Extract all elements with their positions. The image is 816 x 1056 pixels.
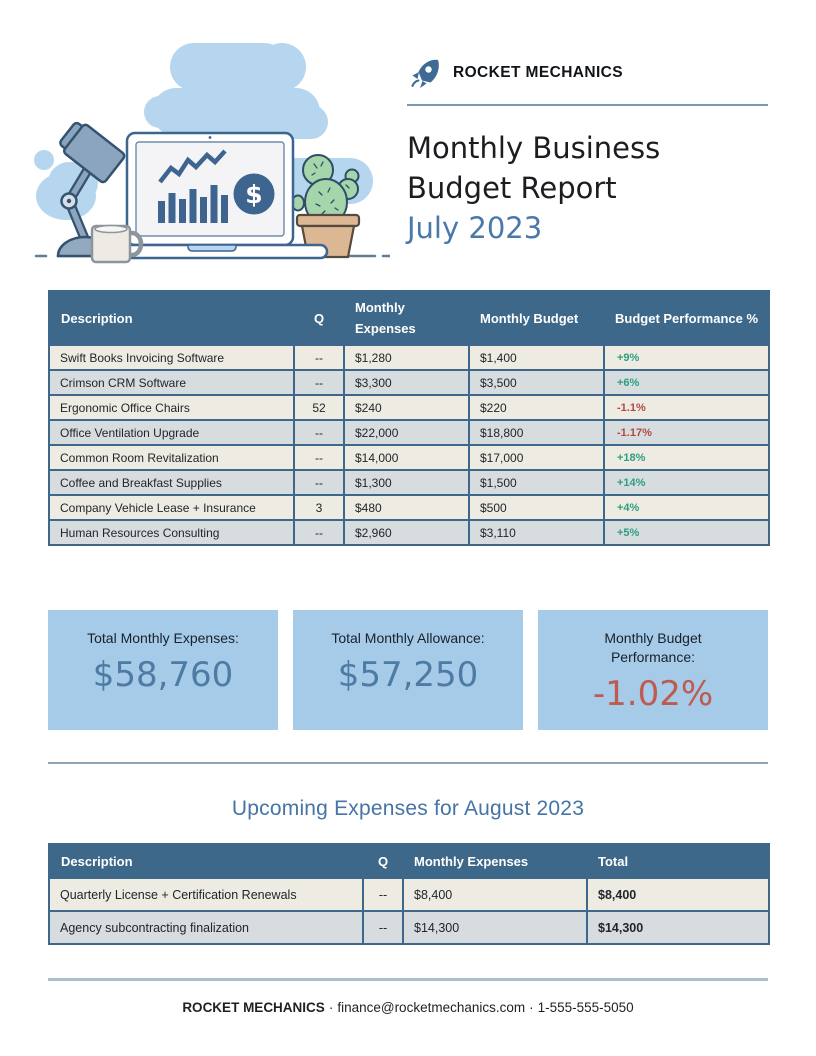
cell-quantity: -- xyxy=(294,520,344,545)
cell-quantity: -- xyxy=(294,370,344,395)
svg-text:$: $ xyxy=(245,180,263,209)
budget-table-header-row xyxy=(49,291,769,345)
table-row xyxy=(49,470,769,495)
column-description: Description xyxy=(49,291,294,345)
table-row xyxy=(49,495,769,520)
column-monthly-expenses: Monthly Expenses xyxy=(403,844,587,878)
cell-description: Company Vehicle Lease + Insurance xyxy=(49,495,294,520)
cell-monthly-expenses: $1,280 xyxy=(344,345,469,370)
column-description: Description xyxy=(49,844,363,878)
cell-budget-performance: -1.1% xyxy=(604,395,769,420)
column-quantity: Q xyxy=(294,291,344,345)
column-budget-performance: Budget Performance % xyxy=(604,291,769,345)
dollar-icon xyxy=(234,174,275,215)
cell-monthly-budget: $1,500 xyxy=(469,470,604,495)
footer-email: finance@rocketmechanics.com xyxy=(337,1000,526,1015)
cell-description: Swift Books Invoicing Software xyxy=(49,345,294,370)
cell-budget-performance: +14% xyxy=(604,470,769,495)
column-quantity: Q xyxy=(363,844,403,878)
table-row xyxy=(49,370,769,395)
footer xyxy=(0,1000,816,1015)
cell-monthly-expenses: $2,960 xyxy=(344,520,469,545)
cell-description: Office Ventilation Upgrade xyxy=(49,420,294,445)
cell-quantity: -- xyxy=(363,911,403,944)
cell-quantity: -- xyxy=(294,345,344,370)
brand-logo xyxy=(407,56,768,90)
cell-monthly-expenses: $8,400 xyxy=(403,878,587,911)
table-row xyxy=(49,445,769,470)
summary-card-label: Monthly Budget Performance: xyxy=(604,630,702,665)
upcoming-table-header-row xyxy=(49,844,769,878)
report-month: July 2023 xyxy=(407,211,543,245)
summary-card xyxy=(538,610,768,730)
upcoming-expenses-table xyxy=(48,843,770,945)
summary-card xyxy=(48,610,278,730)
cell-budget-performance: +4% xyxy=(604,495,769,520)
cell-description: Crimson CRM Software xyxy=(49,370,294,395)
brand-name: ROCKET MECHANICS xyxy=(453,64,624,81)
footer-phone: 1-555-555-5050 xyxy=(537,1000,634,1015)
cell-quantity: -- xyxy=(294,420,344,445)
summary-card xyxy=(293,610,523,730)
cell-monthly-expenses: $240 xyxy=(344,395,469,420)
report-header xyxy=(407,56,768,248)
column-total: Total xyxy=(587,844,769,878)
cell-monthly-expenses: $14,300 xyxy=(403,911,587,944)
cell-monthly-budget: $3,500 xyxy=(469,370,604,395)
desk-illustration-svg xyxy=(30,10,390,268)
summary-card-value: -1.02% xyxy=(592,674,714,714)
cell-description: Quarterly License + Certification Renewals xyxy=(49,878,363,911)
cell-budget-performance: -1.17% xyxy=(604,420,769,445)
title-line-1: Monthly Business xyxy=(407,131,661,165)
cell-quantity: -- xyxy=(294,470,344,495)
summary-card-label: Total Monthly Allowance: xyxy=(331,630,485,646)
cell-budget-performance: +5% xyxy=(604,520,769,545)
cell-budget-performance: +6% xyxy=(604,370,769,395)
title-line-2: Budget Report xyxy=(407,171,617,205)
cell-monthly-expenses: $1,300 xyxy=(344,470,469,495)
cell-description: Ergonomic Office Chairs xyxy=(49,395,294,420)
cell-quantity: 3 xyxy=(294,495,344,520)
summary-card-label: Total Monthly Expenses: xyxy=(87,630,239,646)
cell-monthly-expenses: $22,000 xyxy=(344,420,469,445)
camera-dot xyxy=(209,136,212,139)
table-row xyxy=(49,345,769,370)
logo-divider xyxy=(407,104,768,106)
cell-description: Agency subcontracting finalization xyxy=(49,911,363,944)
report-title xyxy=(407,128,768,248)
desk-illustration xyxy=(30,10,390,268)
cell-description: Common Room Revitalization xyxy=(49,445,294,470)
rocket-icon xyxy=(407,55,443,91)
footer-separator: · xyxy=(529,1000,534,1015)
cell-quantity: 52 xyxy=(294,395,344,420)
cell-monthly-budget: $17,000 xyxy=(469,445,604,470)
cell-quantity: -- xyxy=(294,445,344,470)
table-row xyxy=(49,395,769,420)
footer-divider xyxy=(48,978,768,981)
budget-table xyxy=(48,290,770,546)
cell-monthly-expenses: $3,300 xyxy=(344,370,469,395)
cell-total: $8,400 xyxy=(587,878,769,911)
cell-monthly-budget: $18,800 xyxy=(469,420,604,445)
cell-monthly-expenses: $14,000 xyxy=(344,445,469,470)
column-monthly-expenses: Monthly Expenses xyxy=(344,291,469,345)
footer-company: ROCKET MECHANICS xyxy=(182,1000,325,1015)
summary-card-value: $58,760 xyxy=(92,655,234,695)
summary-card-value: $57,250 xyxy=(337,655,479,695)
section-divider xyxy=(48,762,768,764)
upcoming-heading: Upcoming Expenses for August 2023 xyxy=(231,797,585,820)
cell-monthly-expenses: $480 xyxy=(344,495,469,520)
cell-monthly-budget: $220 xyxy=(469,395,604,420)
cell-description: Coffee and Breakfast Supplies xyxy=(49,470,294,495)
table-row xyxy=(49,911,769,944)
summary-cards xyxy=(48,610,768,730)
cell-quantity: -- xyxy=(363,878,403,911)
cell-budget-performance: +18% xyxy=(604,445,769,470)
footer-separator: · xyxy=(328,1000,334,1015)
table-row xyxy=(49,420,769,445)
cell-total: $14,300 xyxy=(587,911,769,944)
cell-description: Human Resources Consulting xyxy=(49,520,294,545)
cell-monthly-budget: $3,110 xyxy=(469,520,604,545)
cell-monthly-budget: $500 xyxy=(469,495,604,520)
column-monthly-budget: Monthly Budget xyxy=(469,291,604,345)
cell-budget-performance: +9% xyxy=(604,345,769,370)
table-row xyxy=(49,520,769,545)
table-row xyxy=(49,878,769,911)
cell-monthly-budget: $1,400 xyxy=(469,345,604,370)
